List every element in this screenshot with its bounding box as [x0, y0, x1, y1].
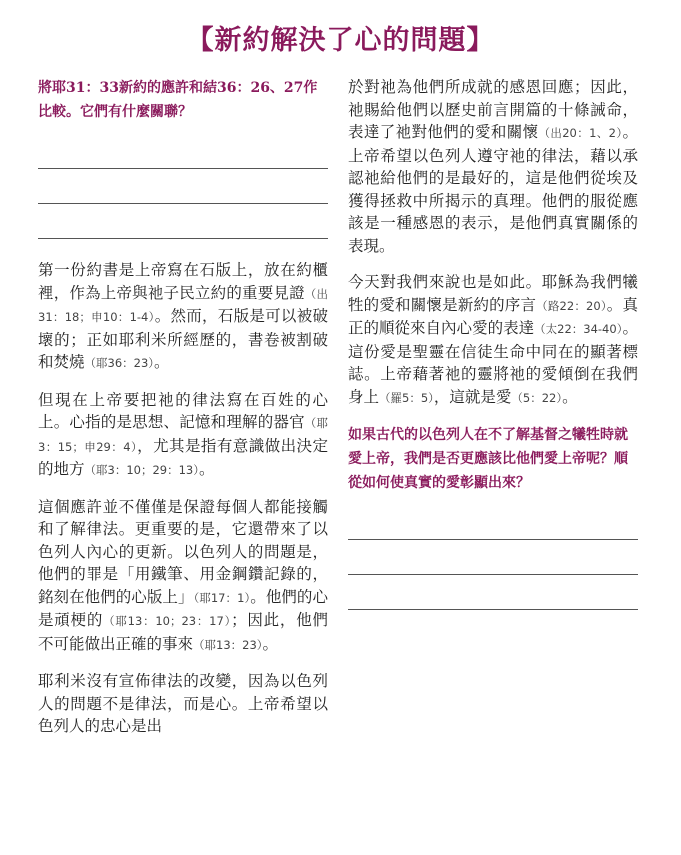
answer-lines: [38, 134, 328, 239]
scripture-ref: （耶17：1）: [193, 590, 251, 605]
scripture-ref: （羅5：5）: [379, 390, 434, 405]
text-segment: ，尤其是指有意識做出決定的地方: [38, 436, 328, 478]
text-segment: 於對祂為他們所成就的感恩回應；因此，祂賜給他們以歷史前言開篇的十條誡命，表達了祂對他們的愛和關懷: [348, 78, 638, 141]
answer-line: [38, 204, 328, 239]
answer-line: [38, 169, 328, 204]
text-segment: ，這就是愛: [433, 387, 512, 406]
text-segment: 第一份約書是上帝寫在石版上，放在約櫃裡，作為上帝與祂子民立約的重要見證: [38, 261, 328, 302]
scripture-ref: （耶13：23）: [193, 637, 263, 652]
paragraph-5: [348, 76, 638, 257]
answer-line: [348, 540, 638, 575]
text-segment: 今天對我們來說也是如此。耶穌為我們犧牲的愛和關懷是新約的序言: [348, 273, 638, 314]
scripture-ref: （耶13：10；23：17）: [103, 614, 232, 628]
left-column: [38, 76, 328, 752]
scripture-ref: （耶36：23）: [84, 356, 155, 370]
text-segment: 。他們的心是頑梗的: [38, 587, 328, 629]
scripture-ref: （路22：20）: [536, 298, 607, 313]
page-title: 【新約解決了心的問題】: [186, 25, 495, 56]
text-segment: 。: [562, 387, 578, 406]
text-segment: 但現在上帝要把祂的律法寫在百姓的心上。心指的是思想、記憶和理解的器官: [38, 390, 328, 431]
text-segment: 。真正的順從來自內心愛的表達: [348, 295, 638, 337]
text-segment: 。: [198, 460, 215, 478]
answer-lines: [348, 505, 638, 610]
text-segment: 。上帝希望以色列人遵守祂的律法，藉以承認祂給他們的是最好的，這是他們從埃及獲得拯救中所揭示的真理。他們的服從應該是一種感恩的表示，是他們真實關係的表現。: [348, 123, 638, 255]
answer-line: [38, 134, 328, 169]
reflection-question: 如果古代的以色列人在不了解基督之犧牲時就愛上帝，我們是否更應該比他們愛上帝呢？順從如何使真實的愛彰顯出來？: [348, 427, 628, 491]
paragraph-6: [348, 271, 638, 409]
text-segment: 。這份愛是聖靈在信徒生命中同在的顯著標誌。上帝藉著祂的靈將祂的愛傾倒在我們身上: [348, 319, 638, 406]
discussion-question: 將耶31：33新約的應許和結36：26、27作比較。它們有什麼關聯？: [38, 80, 318, 120]
text-segment: 。: [262, 634, 279, 653]
right-column: [348, 76, 638, 610]
answer-line: [348, 505, 638, 540]
answer-line: [348, 575, 638, 610]
scripture-ref: （耶3：10；29：13）: [84, 463, 199, 477]
paragraph-1: [38, 259, 328, 375]
scripture-ref: （太22：34-40）: [534, 322, 623, 336]
text-segment: ；因此，他們不可能做出正確的事來: [38, 611, 328, 653]
scripture-ref: （5：22）: [511, 390, 563, 405]
scripture-ref: （出31：18；申10：1-4）: [38, 286, 328, 324]
paragraph-2: [38, 389, 328, 482]
scripture-ref: （耶3：15；申29：4）: [38, 416, 328, 454]
text-segment: 。: [154, 353, 170, 371]
paragraph-3: [38, 496, 328, 657]
text-segment: 這個應許並不僅僅是保證每個人都能接觸和了解律法。更重要的是，它還帶來了以色列人內心的更新。以色列人的問題是，他們的罪是「用鐵筆、用金鋼鑽記錄的，銘刻在他們的心版上」: [38, 497, 328, 606]
text-segment: 。然而，石版是可以被破壞的；正如耶利米所經歷的，書卷被割破和焚燒: [38, 307, 328, 371]
scripture-ref: （出20：1、2）: [538, 126, 623, 140]
paragraph-4: 耶利米沒有宣佈律法的改變，因為以色列人的問題不是律法，而是心。上帝希望以色列人的忠心是出: [38, 672, 328, 735]
